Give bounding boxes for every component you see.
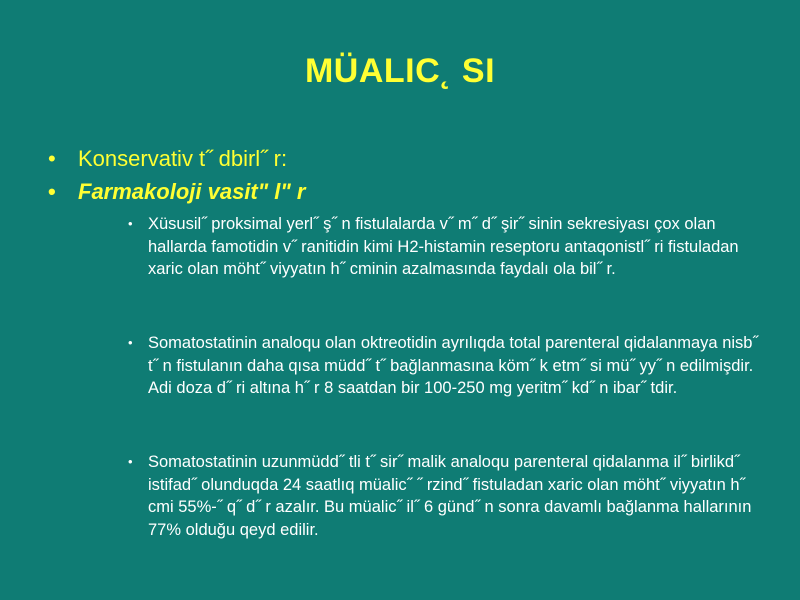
sub-bullet-icon: •: [128, 335, 133, 350]
bullet-text: Farmakoloji vasit" l" r: [78, 179, 306, 204]
sub-bullet-item-long-acting-analogue: [128, 451, 758, 541]
sub-bullet-item-octreotide: [128, 332, 758, 400]
sub-bullet-text: Somatostatinin analoqu olan oktreotidin ayrılıqda total parenteral qidalanmaya nisb˝ t˝ n fistulanın daha qısa müdd˝ t˝ bağlanmasına köm˝ k etm˝ si mü˝ yy˝ n edilmişdir. Adi doza d˝ ri altına h˝ r 8 saatdan bir 100-250 mg yeritm˝ kd˝ n ibar˝ tdir.: [148, 334, 758, 397]
sub-bullet-text: Xüsusil˝ proksimal yerl˝ ş˝ n fistulalarda v˝ m˝ d˝ şir˝ sinin sekresiyası çox olan hallarda famotidin v˝ ranitidin kimi H2-histamin reseptoru antaqonistl˝ ri fistuladan xaric olan möht˝ viyyatın h˝ cminin azalmasında faydalı ola bil˝ r.: [148, 215, 739, 278]
sub-bullet-text: Somatostatinin uzunmüdd˝ tli t˝ sir˝ malik analoqu parenteral qidalanma il˝ birlikd˝ istifad˝ olunduqda 24 saatlıq müalic˝ ˝ rzind˝ fistuladan xaric olan möht˝ viyyatın h˝ cmi 55%-˝ q˝ d˝ r azalır. Bu müalic˝ il˝ 6 günd˝ n sonra davamlı bağlanma hallarının 77% olduğu qeyd edilir.: [148, 453, 752, 539]
bullet-text: Konservativ t˝ dbirl˝ r:: [78, 146, 288, 171]
bullet-icon: •: [48, 179, 56, 204]
slide-title: MÜALIC˛ SI: [304, 52, 496, 90]
bullet-icon: •: [48, 146, 56, 171]
sub-bullet-icon: •: [128, 216, 133, 231]
sub-bullet-icon: •: [128, 454, 133, 469]
sub-bullet-item-h2-antagonists: [128, 213, 758, 281]
